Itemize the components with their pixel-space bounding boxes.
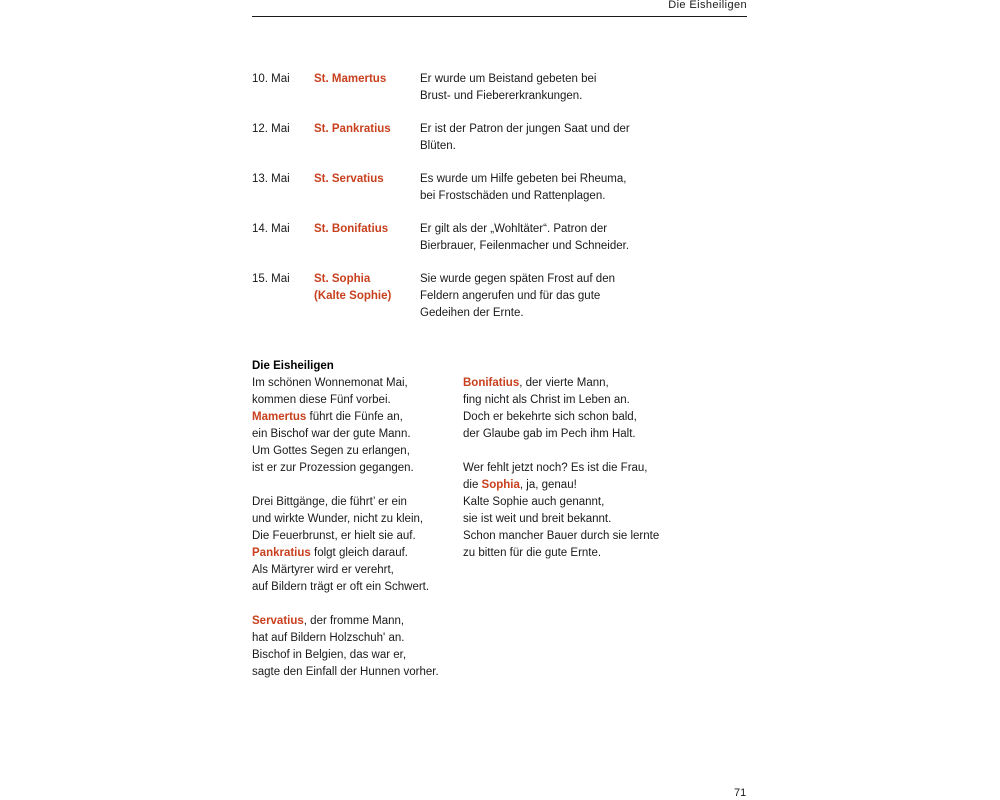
description-line: Er ist der Patron der jungen Saat und der bbox=[420, 123, 630, 135]
line-text: Um Gottes Segen zu erlangen, bbox=[252, 445, 410, 457]
poem-line bbox=[463, 477, 693, 494]
line-text: auf Bildern trägt er oft ein Schwert. bbox=[252, 581, 430, 593]
description-line: Sie wurde gegen späten Frost auf den bbox=[420, 273, 615, 285]
saint-name-line: (Kalte Sophie) bbox=[314, 290, 392, 302]
line-text: ein Bischof war der gute Mann. bbox=[252, 428, 411, 440]
line-text: der Glaube gab im Pech ihm Halt. bbox=[463, 428, 636, 440]
poem-line bbox=[252, 460, 457, 477]
poem-stanza bbox=[252, 375, 457, 477]
line-text: ist er zur Prozession gegangen. bbox=[252, 462, 414, 474]
entry-saint bbox=[314, 271, 419, 305]
poem-line bbox=[252, 562, 457, 579]
poem-stanza bbox=[252, 613, 457, 681]
line-text: folgt gleich darauf. bbox=[310, 547, 408, 559]
description-line: Er gilt als der „Wohltäter“. Patron der bbox=[420, 223, 608, 235]
entry-date: 14. Mai bbox=[252, 223, 290, 235]
poem-line bbox=[463, 511, 693, 528]
poem-line bbox=[463, 528, 693, 545]
line-text: Im schönen Wonnemonat Mai, bbox=[252, 377, 408, 389]
saint-name-line: St. Sophia bbox=[314, 273, 371, 285]
saint-entry bbox=[252, 71, 692, 105]
poem-column-right bbox=[463, 375, 693, 579]
entry-date: 15. Mai bbox=[252, 273, 290, 285]
entry-description bbox=[420, 121, 660, 155]
poem-title: Die Eisheiligen bbox=[252, 360, 334, 372]
description-line: bei Frostschäden und Rattenplagen. bbox=[420, 190, 606, 202]
poem-line bbox=[252, 545, 457, 562]
entry-saint bbox=[314, 171, 419, 188]
line-text: , ja, genau! bbox=[519, 479, 577, 491]
saint-highlight: Sophia bbox=[481, 479, 520, 491]
description-line: Bierbrauer, Feilenmacher und Schneider. bbox=[420, 240, 630, 252]
poem-line bbox=[252, 426, 457, 443]
poem-stanza bbox=[463, 460, 693, 562]
poem-line bbox=[463, 375, 693, 392]
poem-line bbox=[252, 630, 457, 647]
poem-line bbox=[252, 528, 457, 545]
description-line: Blüten. bbox=[420, 140, 456, 152]
line-text: sagte den Einfall der Hunnen vorher. bbox=[252, 666, 439, 678]
saint-entry bbox=[252, 271, 692, 322]
poem-line bbox=[252, 409, 457, 426]
line-text: sie ist weit und breit bekannt. bbox=[463, 513, 612, 525]
line-text: Schon mancher Bauer durch sie lernte bbox=[463, 530, 660, 542]
line-text: hat auf Bildern Holzschuh' an. bbox=[252, 632, 405, 644]
entry-description bbox=[420, 221, 660, 255]
line-text: fing nicht als Christ im Leben an. bbox=[463, 394, 630, 406]
line-text: Wer fehlt jetzt noch? Es ist die Frau, bbox=[463, 462, 648, 474]
poem-line bbox=[463, 460, 693, 477]
entry-date: 12. Mai bbox=[252, 123, 290, 135]
description-line: Feldern angerufen und für das gute bbox=[420, 290, 601, 302]
saint-name-line: St. Mamertus bbox=[314, 73, 387, 85]
entry-description bbox=[420, 71, 660, 105]
saint-entry bbox=[252, 121, 692, 155]
saint-entry bbox=[252, 171, 692, 205]
poem-line bbox=[463, 545, 693, 562]
poem-line bbox=[252, 494, 457, 511]
description-line: Gedeihen der Ernte. bbox=[420, 307, 524, 319]
poem-line bbox=[463, 409, 693, 426]
poem-line bbox=[252, 443, 457, 460]
entry-description bbox=[420, 271, 660, 322]
saint-name-line: St. Bonifatius bbox=[314, 223, 389, 235]
poem-line bbox=[463, 392, 693, 409]
description-line: Es wurde um Hilfe gebeten bei Rheuma, bbox=[420, 173, 627, 185]
saints-table bbox=[252, 71, 692, 338]
line-text: Die Feuerbrunst, er hielt sie auf. bbox=[252, 530, 416, 542]
poem-line bbox=[252, 613, 457, 630]
saint-entry bbox=[252, 221, 692, 255]
line-text: Als Märtyrer wird er verehrt, bbox=[252, 564, 394, 576]
line-text: Kalte Sophie auch genannt, bbox=[463, 496, 605, 508]
line-text: die bbox=[463, 479, 482, 491]
poem-stanza bbox=[463, 375, 693, 443]
poem-line bbox=[463, 426, 693, 443]
poem-line bbox=[252, 375, 457, 392]
poem-line bbox=[463, 494, 693, 511]
line-text: , der fromme Mann, bbox=[303, 615, 405, 627]
line-text: führt die Fünfe an, bbox=[306, 411, 403, 423]
poem-line bbox=[252, 579, 457, 596]
entry-description bbox=[420, 171, 660, 205]
saint-highlight: Pankratius bbox=[252, 547, 311, 559]
header-title: Die Eisheiligen bbox=[668, 0, 747, 11]
poem-stanza bbox=[252, 494, 457, 596]
saint-highlight: Servatius bbox=[252, 615, 304, 627]
description-line: Er wurde um Beistand gebeten bei bbox=[420, 73, 597, 85]
saint-name-line: St. Pankratius bbox=[314, 123, 391, 135]
running-header bbox=[252, 0, 747, 17]
entry-date: 13. Mai bbox=[252, 173, 290, 185]
poem-column-left bbox=[252, 358, 457, 698]
entry-saint bbox=[314, 71, 419, 88]
page-number: 71 bbox=[734, 787, 747, 799]
poem-line bbox=[252, 647, 457, 664]
line-text: kommen diese Fünf vorbei. bbox=[252, 394, 391, 406]
entry-saint bbox=[314, 121, 419, 138]
line-text: und wirkte Wunder, nicht zu klein, bbox=[252, 513, 424, 525]
saint-highlight: Bonifatius bbox=[463, 377, 520, 389]
line-text: Drei Bittgänge, die führt’ er ein bbox=[252, 496, 407, 508]
entry-saint bbox=[314, 221, 419, 238]
saint-name-line: St. Servatius bbox=[314, 173, 384, 185]
entry-date: 10. Mai bbox=[252, 73, 290, 85]
line-text: , der vierte Mann, bbox=[519, 377, 609, 389]
poem-line bbox=[252, 392, 457, 409]
poem-line bbox=[252, 511, 457, 528]
saint-highlight: Mamertus bbox=[252, 411, 307, 423]
description-line: Brust- und Fiebererkrankungen. bbox=[420, 90, 583, 102]
line-text: Bischof in Belgien, das war er, bbox=[252, 649, 407, 661]
line-text: zu bitten für die gute Ernte. bbox=[463, 547, 602, 559]
poem-line bbox=[252, 664, 457, 681]
line-text: Doch er bekehrte sich schon bald, bbox=[463, 411, 637, 423]
